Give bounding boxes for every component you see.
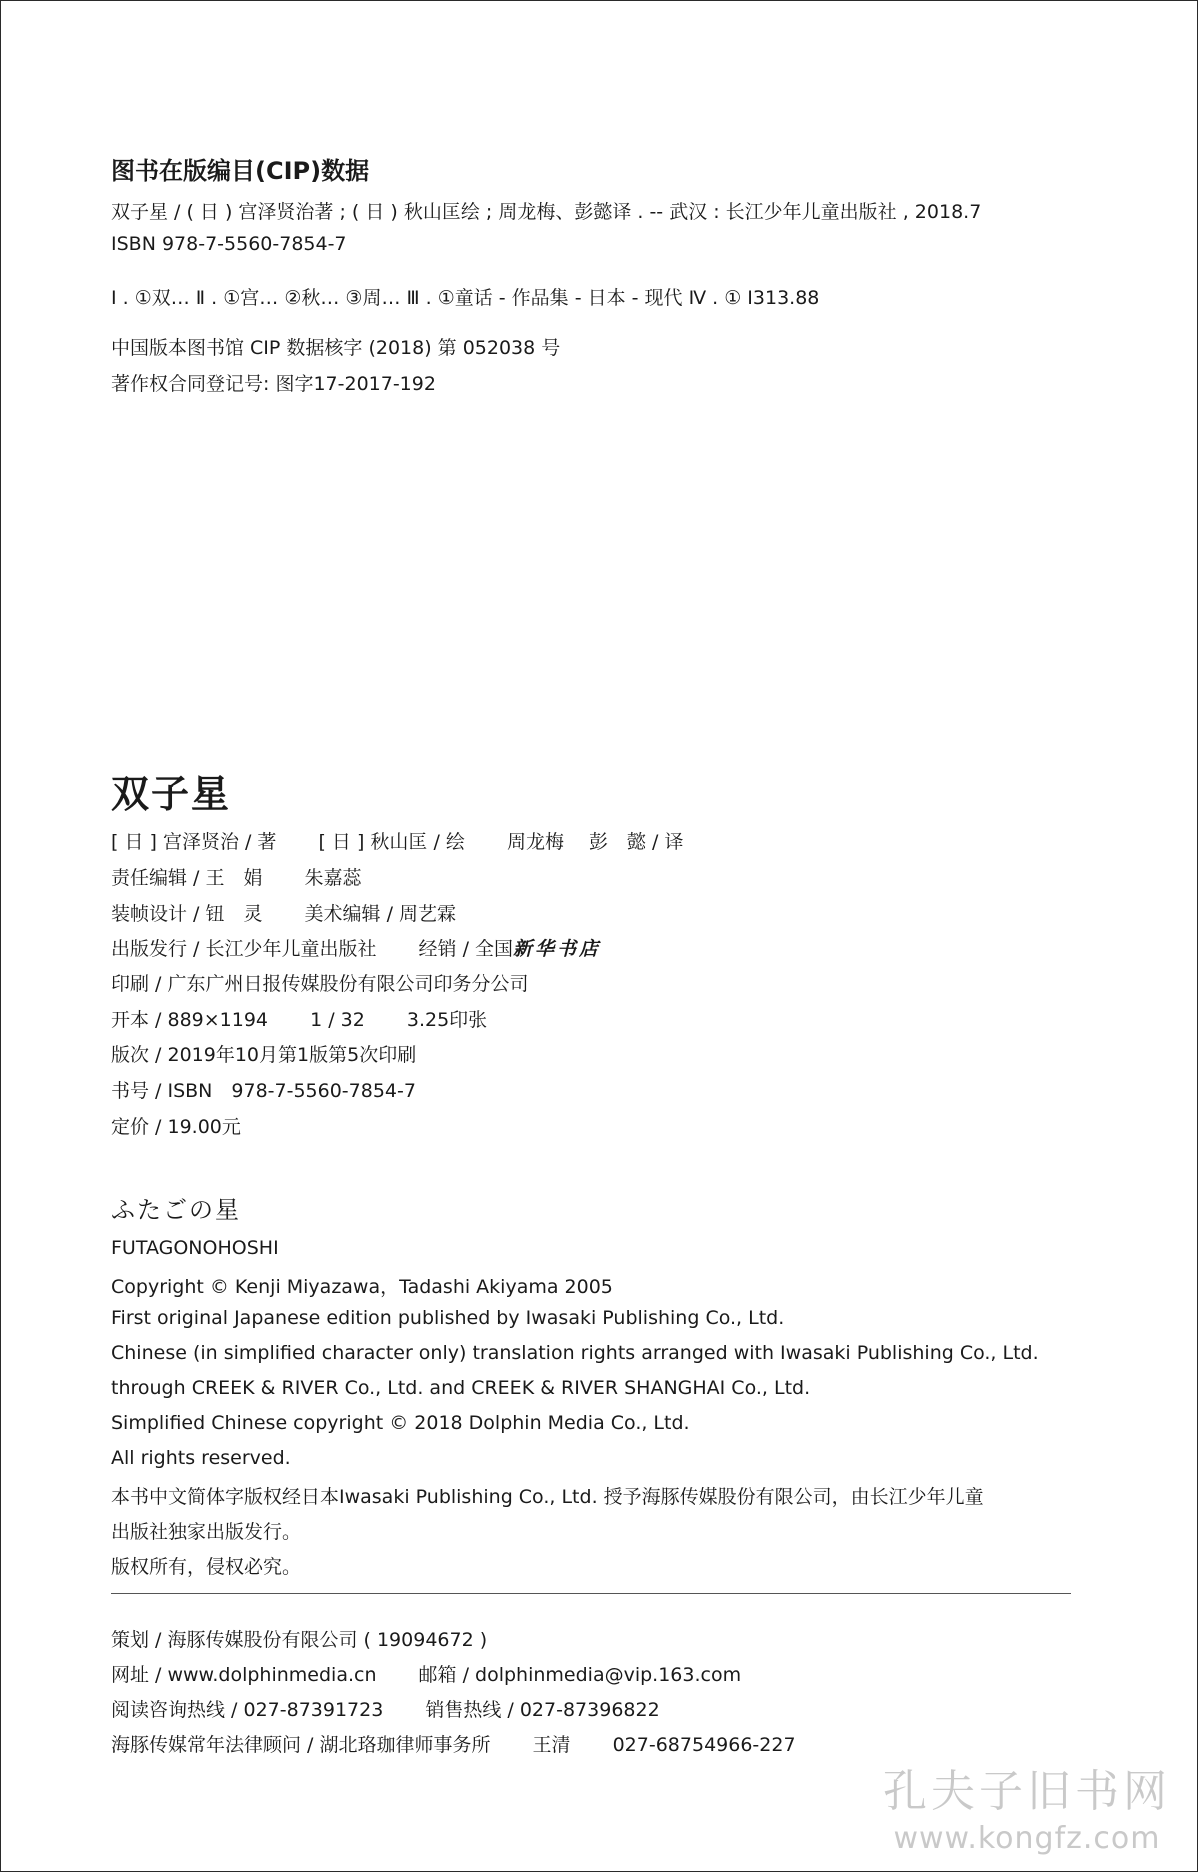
edition: 版次 / 2019年10月第1版第5次印刷 (111, 1044, 417, 1066)
copyright-registration: 著作权合同登记号: 图字17-2017-192 (111, 373, 436, 395)
watermark-name: 孔夫子旧书网 (883, 1766, 1171, 1817)
simplified-copyright: Simplified Chinese copyright © 2018 Dolphin Media Co., Ltd. (111, 1412, 690, 1434)
credits-editors (111, 863, 362, 890)
cn-rights-line2: 出版社独家出版发行。 (111, 1521, 302, 1543)
translator-credit: 周龙梅 彭 懿 / 译 (506, 831, 684, 853)
price: 定价 / 19.00元 (111, 1116, 241, 1138)
credits-publish (111, 934, 601, 961)
responsible-editor: 责任编辑 / 王 娟 (111, 867, 263, 889)
reading-hotline: 阅读咨询热线 / 027-87391723 (111, 1699, 384, 1721)
email: 邮箱 / dolphinmedia@vip.163.com (418, 1664, 742, 1686)
cip-classification: Ⅰ . ①双… Ⅱ . ①宫… ②秋… ③周… Ⅲ . ①童话 - 作品集 - 日本 - 现代 Ⅳ . ① I313.88 (111, 287, 820, 309)
lawyer-name: 王清 (532, 1734, 571, 1756)
translation-rights-line1: Chinese (in simplified character only) translation rights arranged with Iwasaki Publishing Co., Ltd. (111, 1342, 1039, 1364)
cip-number: 中国版本图书馆 CIP 数据核字 (2018) 第 052038 号 (111, 337, 561, 359)
illustrator-credit: [ 日 ] 秋山匡 / 绘 (318, 831, 465, 853)
translation-rights-line2: through CREEK & RIVER Co., Ltd. and CREEK & RIVER SHANGHAI Co., Ltd. (111, 1377, 811, 1399)
cip-isbn: ISBN 978-7-5560-7854-7 (111, 233, 347, 255)
art-editor: 美术编辑 / 周艺霖 (304, 903, 457, 925)
legal-counsel (111, 1730, 796, 1757)
printer: 印刷 / 广东广州日报传媒股份有限公司印务分公司 (111, 973, 529, 995)
contact-web-mail (111, 1660, 741, 1687)
credits-design (111, 899, 456, 926)
legal-firm: 海豚传媒常年法律顾问 / 湖北珞珈律师事务所 (111, 1734, 491, 1756)
format-fold: 1 / 32 (310, 1009, 365, 1031)
watermark-url: www.kongfz.com (893, 1821, 1161, 1856)
format-size: 开本 / 889×1194 (111, 1009, 269, 1031)
cn-rights-line1: 本书中文简体字版权经日本Iwasaki Publishing Co., Ltd. 授予海豚传媒股份有限公司，由长江少年儿童 (111, 1486, 984, 1508)
xinhua-bookstore-logo: 新华书店 (513, 938, 602, 960)
japanese-title: ふたごの星 (111, 1196, 241, 1224)
format-line (111, 1005, 487, 1032)
legal-phone: 027-68754966-227 (612, 1734, 796, 1756)
author-credit: [ 日 ] 宫泽贤治 / 著 (111, 831, 277, 853)
second-editor: 朱嘉蕊 (304, 867, 362, 889)
watermark (883, 1755, 1171, 1856)
binding-designer: 装帧设计 / 钮 灵 (111, 903, 263, 925)
publisher: 出版发行 / 长江少年儿童出版社 (111, 938, 377, 960)
website: 网址 / www.dolphinmedia.cn (111, 1664, 377, 1686)
cip-title: 图书在版编目(CIP)数据 (111, 157, 370, 185)
planner: 策划 / 海豚传媒股份有限公司 ( 19094672 ) (111, 1629, 488, 1651)
format-sheets: 3.25印张 (406, 1009, 488, 1031)
first-edition-note: First original Japanese edition published by Iwasaki Publishing Co., Ltd. (111, 1307, 785, 1329)
rights-reserved: All rights reserved. (111, 1447, 291, 1469)
book-title: 双子星 (111, 771, 232, 816)
book-isbn: 书号 / ISBN 978-7-5560-7854-7 (111, 1080, 416, 1102)
cn-rights-reserved: 版权所有，侵权必究。 (111, 1556, 302, 1578)
distributor-prefix: 经销 / 全国 (418, 938, 514, 960)
cip-bibliographic-line: 双子星 / ( 日 ) 宫泽贤治著 ; ( 日 ) 秋山匡绘 ; 周龙梅、彭懿译 . -- 武汉 : 长江少年儿童出版社 , 2018.7 (111, 201, 982, 223)
romaji-title: FUTAGONOHOSHI (111, 1237, 279, 1259)
section-divider (111, 1593, 1071, 1594)
contact-hotlines (111, 1695, 660, 1722)
sales-hotline: 销售热线 / 027-87396822 (425, 1699, 660, 1721)
credits-authors (111, 827, 684, 854)
original-copyright: Copyright © Kenji Miyazawa，Tadashi Akiyama 2005 (111, 1276, 613, 1298)
